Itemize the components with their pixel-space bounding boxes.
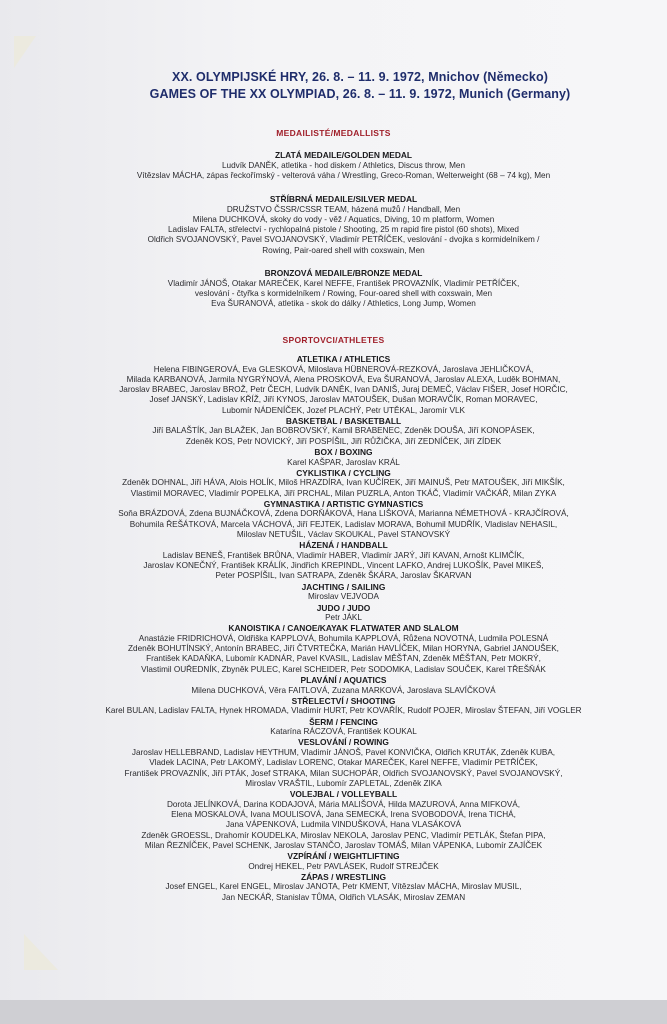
entry-line: Elena MOSKALOVÁ, Ivana MOULISOVÁ, Jana SEMECKÁ, Irena SVOBODOVÁ, Irena TICHÁ, [171, 809, 516, 819]
entry-line: Karel KAŠPAR, Jaroslav KRÁL [287, 457, 400, 467]
background-surface [0, 1000, 667, 1024]
sport-heading: BASKETBAL / BASKETBALL [285, 415, 402, 426]
entry-line: Josef JANSKÝ, Ladislav KŘÍŽ, Jiří KYNOS, Jaroslav MATOUŠEK, Dušan MORAVČÍK, Roman MORAVEC, [149, 395, 538, 405]
entry-line: Vítězslav MÁCHA, zápas řeckořímský - velterová váha / Wrestling, Greco-Roman, Welterweight (68 – 74 kg), Men [136, 170, 551, 180]
entry-line: Zdeněk KOS, Petr NOVICKÝ, Jiří POSPÍŠIL, Jiří RŮŽIČKA, Jiří ZEDNÍČEK, Jiří ZÍDEK [185, 436, 502, 446]
entry-line: Dorota JELÍNKOVÁ, Darina KODAJOVÁ, Mária MALIŠOVÁ, Hilda MAZUROVÁ, Anna MIFKOVÁ, [166, 799, 521, 809]
entry-line: Milan ŘEZNÍČEK, Pavel SCHENK, Jaroslav STANČO, Jaroslav TOMÁŠ, Milan VÁPENKA, Lubomír ZAJÍČEK [144, 840, 543, 850]
entry-line: Jan NECKÁŘ, Stanislav TŮMA, Oldřich VLASÁK, Miroslav ZEMAN [221, 892, 466, 902]
entry-line: Vladek LACINA, Petr LAKOMÝ, Ladislav LORENC, Otakar MAREČEK, Karel NEFFE, Vladimír PETŘÍČEK, [149, 758, 538, 768]
sport-heading: ŠERM / FENCING [309, 716, 378, 727]
page-title: XX. OLYMPIJSKÉ HRY, 26. 8. – 11. 9. 1972, Mnichov (Německo) [172, 70, 548, 84]
entry-line: Zdeněk BOHUTÍNSKÝ, Antonín BRABEC, Jiří ČTVRTEČKA, Marián HAVLÍČEK, Milan HORYNA, Gabriel JANOUŠEK, [128, 644, 559, 654]
sport-heading: JACHTING / SAILING [301, 581, 386, 592]
entry-line: Zdeněk DOHNAL, Jiří HÁVA, Alois HOLÍK, Miloš HRAZDÍRA, Ivan KUČÍREK, Jiří MAINUŠ, Petr MATOUŠEK, Jiří MIKŠÍK, [122, 478, 565, 488]
entry-line: František KADAŇKA, Lubomír KADNÁR, Pavel KVASIL, Ladislav MĚŠŤAN, Zdeněk MĚŠŤAN, Petr MOKRÝ, [146, 654, 541, 664]
medal-group-bronze [0, 268, 667, 309]
entry-line: Karel BULAN, Ladislav FALTA, Hynek HROMADA, Vladimír HURT, Petr KOVAŘÍK, Rudolf POJER, Miroslav ŠTEFAN, Jiří VOGLER [105, 706, 582, 716]
entry-line: veslování - čtyřka s kormidelníkem / Rowing, Four-oared shell with coxswain, Men [194, 288, 493, 298]
entry-line: Miloslav NETUŠIL, Václav SKOUKAL, Pavel STANOVSKÝ [236, 530, 451, 540]
entry-line: Vlastimil OUŘEDNÍK, Zbyněk PULEC, Karel SCHEIDER, Petr SODOMKA, Ladislav SOUČEK, Karel TŘEŠŇÁK [141, 664, 546, 674]
medal-group-gold [0, 150, 667, 181]
entry-line: Soňa BRÁZDOVÁ, Zdena BUJNÁČKOVÁ, Zdena DORŇÁKOVÁ, Hana LIŠKOVÁ, Marianna NÉMETHOVÁ - KRAJČÍROVÁ, [118, 509, 569, 519]
sport-heading: PLAVÁNÍ / AQUATICS [300, 675, 387, 686]
entry-line: Jana VÁPENKOVÁ, Ludmila VINDUŠKOVÁ, Hana VLASÁKOVÁ [225, 820, 462, 830]
athletes-heading: SPORTOVCI/ATHLETES [282, 335, 385, 345]
entry-line: Rowing, Pair-oared shell with coxswain, Men [262, 245, 425, 255]
entry-line: Ladislav BENEŠ, František BRŮNA, Vladimír HABER, Vladimír JARÝ, Jiří KAVAN, Arnošt KLIMČÍK, [162, 550, 525, 560]
sport-heading: VZPÍRÁNÍ / WEIGHTLIFTING [287, 851, 400, 862]
group-heading: STŘÍBRNÁ MEDAILE/SILVER MEDAL [269, 194, 418, 204]
entry-line: Katarína RÁCZOVÁ, František KOUKAL [270, 727, 417, 737]
medalists-heading: MEDAILISTÉ/MEDALLISTS [276, 128, 391, 138]
sport-heading: GYMNASTIKA / ARTISTIC GYMNASTICS [263, 498, 424, 509]
entry-line: Josef ENGEL, Karel ENGEL, Miroslav JANOTA, Petr KMENT, Vítězslav MÁCHA, Miroslav MUSIL, [165, 882, 522, 892]
group-heading: ZLATÁ MEDAILE/GOLDEN MEDAL [274, 150, 413, 160]
entry-line: Helena FIBINGEROVÁ, Eva GLESKOVÁ, Miloslava HÜBNEROVÁ-REZKOVÁ, Jaroslava JEHLIČKOVÁ, [153, 364, 534, 374]
entry-line: Milena DUCHKOVÁ, Věra FAITLOVÁ, Zuzana MARKOVÁ, Jaroslava SLAVÍČKOVÁ [191, 685, 496, 695]
entry-line: Jaroslav HELLEBRAND, Ladislav HEYTHUM, Vladimír JÁNOŠ, Pavel KONVIČKA, Oldřich KRUTÁK, Zdeněk KUBA, [131, 747, 556, 757]
sport-heading: VESLOVÁNÍ / ROWING [298, 737, 389, 748]
athletes-list [0, 354, 667, 903]
entry-line: Milena DUCHKOVÁ, skoky do vody - věž / Aquatics, Diving, 10 m platform, Women [192, 214, 495, 224]
sport-heading: KANOISTIKA / CANOE/KAYAK FLATWATER AND SLALOM [228, 623, 459, 634]
entry-line: Ondrej HEKEL, Petr PAVLÁSEK, Rudolf STREJČEK [248, 861, 439, 871]
entry-line: Miroslav VRAŠTIL, Lubomír ZAPLETAL, Zdeněk ZIKA [245, 778, 442, 788]
entry-line: Vladimír JÁNOŠ, Otakar MAREČEK, Karel NEFFE, František PROVAZNÍK, Vladimír PETŘÍČEK, [167, 278, 520, 288]
entry-line: Oldřich SVOJANOVSKÝ, Pavel SVOJANOVSKÝ, Vladimír PETŘÍČEK, veslování - dvojka s kormidelníkem / [147, 235, 540, 245]
entry-line: Lubomír NÁDENÍČEK, Jozef PLACHÝ, Petr UTĚKAL, Jaromír VLK [222, 405, 465, 415]
sport-heading: ATLETIKA / ATHLETICS [296, 354, 391, 364]
sport-heading: STŘELECTVÍ / SHOOTING [291, 695, 396, 706]
entry-line: Peter POSPÍŠIL, Ivan SATRAPA, Zdeněk ŠKÁRA, Jaroslav ŠKARVAN [215, 571, 472, 581]
group-heading: BRONZOVÁ MEDAILE/BRONZE MEDAL [264, 268, 423, 278]
entry-line: Anastázie FRIDRICHOVÁ, Oldřiška KAPPLOVÁ, Bohumila KAPPLOVÁ, Růžena NOVOTNÁ, Ludmila POLESNÁ [138, 633, 549, 643]
entry-line: Ladislav FALTA, střelectví - rychlopalná pistole / Shooting, 25 m rapid fire pistol (60 shots), Mixed [167, 225, 519, 235]
entry-line: Jaroslav KONEČNÝ, František KRÁLÍK, Jindřich KREPINDL, Vincent LAFKO, Andrej LUKOŠÍK, Pavel MIKEŠ, [143, 561, 544, 571]
photo-corner-bottom [24, 934, 58, 970]
entry-line: František PROVAZNÍK, Jiří PTÁK, Josef STRAKA, Milan SUCHOPÁR, Oldřich SVOJANOVSKÝ, Pavel SVOJANOVSKÝ, [124, 768, 563, 778]
sport-heading: HÁZENÁ / HANDBALL [299, 540, 388, 551]
entry-line: Milada KARBANOVÁ, Jarmila NYGRÝNOVÁ, Alena PROSKOVÁ, Eva ŠURANOVÁ, Jaroslav ALEXA, Luděk BOHMAN, [126, 374, 561, 384]
sport-heading: BOX / BOXING [314, 447, 373, 458]
entry-line: Jiří BALAŠTÍK, Jan BLAŽEK, Jan BOBROVSKÝ, Kamil BRABENEC, Zdeněk DOUŠA, Jiří KONOPÁSEK, [152, 426, 535, 436]
page-subtitle: GAMES OF THE XX OLYMPIAD, 26. 8. – 11. 9. 1972, Munich (Germany) [149, 87, 571, 101]
entry-line: Miroslav VEJVODA [308, 592, 379, 602]
entry-line: Vlastimil MORAVEC, Vladimír POPELKA, Jiří PRCHAL, Milan PUZRLA, Anton TKÁČ, Vladimír VAČKÁŘ, Milan ZYKA [130, 488, 557, 498]
entry-line: Petr JÁKL [325, 613, 362, 623]
medal-group-silver [0, 194, 667, 256]
entry-line: Bohumila ŘEŠÁTKOVÁ, Marcela VÁCHOVÁ, Jiří FEJTEK, Ladislav MORAVA, Bohumil MUDŘÍK, Vladislav NEHASIL, [129, 519, 558, 529]
entry-line: Jaroslav BRABEC, Jaroslav BROŽ, Petr ČECH, Ludvík DANĚK, Ivan DANIŠ, Juraj DEMEČ, Václav FIŠER, Josef HORČIC, [119, 385, 568, 395]
sport-heading: CYKLISTIKA / CYCLING [296, 467, 391, 478]
sport-heading: JUDO / JUDO [316, 602, 371, 613]
entry-line: Ludvík DANĚK, atletika - hod diskem / Athletics, Discus throw, Men [222, 160, 465, 170]
sport-heading: VOLEJBAL / VOLLEYBALL [289, 789, 398, 800]
entry-line: Zdeněk GROESSL, Drahomír KOUDELKA, Miroslav NEKOLA, Jaroslav PENC, Vladimír PETLÁK, Štefan PIPA, [141, 830, 546, 840]
sport-heading: ZÁPAS / WRESTLING [301, 871, 386, 882]
entry-line: Eva ŠURANOVÁ, atletika - skok do dálky / Athletics, Long Jump, Women [211, 299, 476, 309]
entry-line: DRUŽSTVO ČSSR/CSSR TEAM, házená mužů / Handball, Men [226, 204, 461, 214]
photo-corner-top [14, 36, 36, 68]
